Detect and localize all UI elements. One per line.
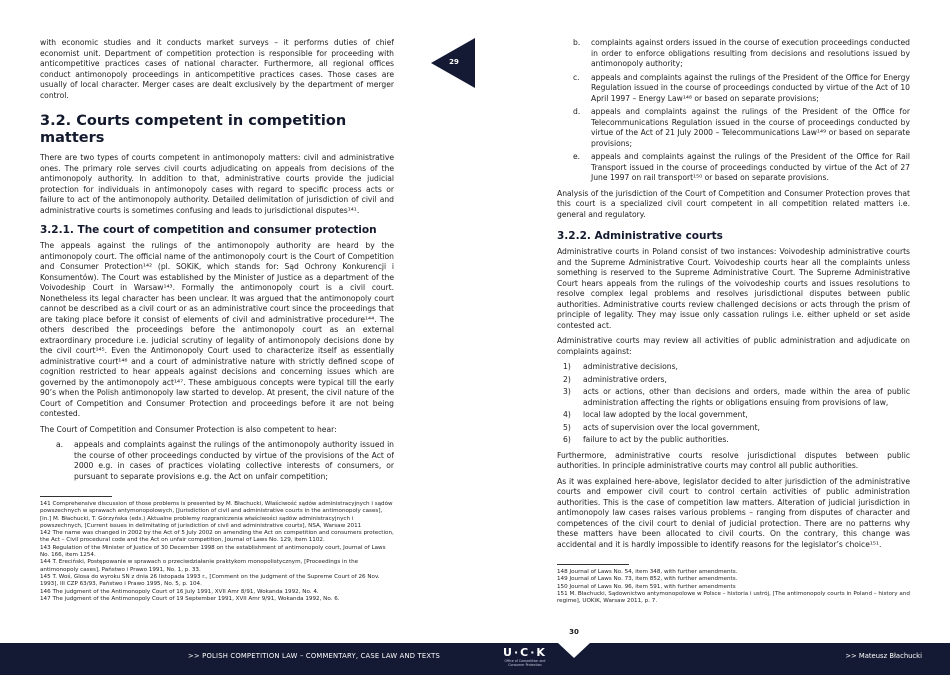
list-item xyxy=(557,435,910,446)
right-page xyxy=(557,38,910,681)
list-item-text: appeals and complaints against the rulings of the President of the Office for Rail Transport issued in the course of proceedings conducted by virtue of the Act of 27 June 1997 on rail transport¹⁵⁰ or based on separate provisions. xyxy=(591,152,910,182)
list-item-text: acts of supervision over the local government, xyxy=(583,422,760,432)
list-item xyxy=(557,375,910,386)
subsection-heading-3-2-2: 3.2.2. Administrative courts xyxy=(557,230,723,242)
footnote-149: 149 Journal of Laws No. 73, item 852, with further amendments. xyxy=(557,576,738,583)
list-marker: e. xyxy=(573,152,581,161)
footnote-144: 144 T. Ereciński, Postępowanie w sprawach o przeciwdziałanie praktykom monopolistycznym, [Proceedings in the antimonopoly cases], Państwo i Prawo 1991, No. 1, p. 33. xyxy=(40,559,359,573)
footnote-150: 150 Journal of Laws No. 96, item 591, with further amendments xyxy=(557,583,736,590)
list-item xyxy=(557,362,910,373)
footnote-145: 145 T. Woś, Glosa do wyroku SN z dnia 26 listopada 1993 r., [Comment on the judgment of the Supreme Court of 26 Nov. 1993], III CZP 63/93, Państwo i Prawo 1995, No. 5, p. 104. xyxy=(40,573,380,588)
footnote-143: 143 Regulation of the Minister of Justice of 30 December 1998 on the establishment of antimonopoly court, Journal of Laws No. 166, item 1254. xyxy=(40,544,386,559)
complaints-list xyxy=(557,362,910,446)
list-marker: c. xyxy=(573,72,580,82)
footer-bar xyxy=(0,643,950,675)
competence-list-right xyxy=(557,38,910,184)
page-number-right: 30 xyxy=(569,628,579,636)
list-item-text: appeals and complaints against the rulings of the President of the Office for Telecommunications Regulation issued in the course of proceedings conducted by virtue of the Act of 21 July 2000 – Telecommunications Law¹⁴⁹ or based on separate provisions; xyxy=(591,107,910,148)
list-item-text: appeals and complaints against the rulings of the antimonopoly authority issued in the course of other proceedings conducted by virtue of the provisions of the Act of 2000 e.g. in cases of practices violating collective interests of consumers, or pursuant to separate provisions e.g. the Act on unfair competition; xyxy=(74,440,394,481)
left-page xyxy=(40,38,394,681)
list-item-text: failure to act by the public authorities. xyxy=(583,435,729,444)
list-marker: a. xyxy=(56,440,64,449)
list-item xyxy=(557,152,910,184)
footnote-151: 151 M. Błachucki, Sądownictwo antymonopolowe w Polsce – historia i ustrój, [The antimonopoly courts in Poland – history and regime], UOKiK, Warsaw 2011, p. 7. xyxy=(557,590,910,605)
paragraph-legislator: As it was explained here-above, legislator decided to alter jurisdiction of the administrative courts and empower civil court to control certain activities of public administration authorities. This is the case of competition law matters. Alteration of judicial jurisdiction in antimonopoly law cases raises various problems – ranging from disputes of character and competences of the civil court to denial of judicial protection. There are no patterns why these matters have been allocated to civil courts. On the contrary, this change was accidental and it is hardly impossible to identify reasons for the legislator’s choice¹⁵¹. xyxy=(557,476,910,549)
list-item xyxy=(557,423,910,434)
list-item xyxy=(557,410,910,421)
footnote-146: 146 The judgment of the Antimonopoly Court of 16 July 1991, XVII Amr 8/91, Wokanda 1992, No. 4. xyxy=(40,588,319,595)
list-item-text: local law adopted by the local government, xyxy=(583,410,748,419)
paragraph-admin-courts: Administrative courts in Poland consist of two instances: Voivodeship administrative courts and the Supreme Administrative Court. Voivodeship courts hear all the complaints unless something is reserved to the Supreme Administrative Court. The Supreme Administrative Court hears appeals from the rulings of the voivodeship courts and issues resolutions to resolve complex legal problems and resolves jurisdictional disputes between public authorities. Administrative courts review challenged decisions or acts through the prism of principle of legality. They may issue only cassation rulings i.e. either upheld or set aside contested act. xyxy=(557,247,910,330)
paragraph-courts-types: There are two types of courts competent in antimonopoly matters: civil and administrative ones. The primary role serves civil courts adjudicating on appeals from decisions of the antimonopoly authority. In addition to that, administrative courts provide the judicial protection for individuals in antimonopoly cases with regard to specific process acts or failure to act of the antimonopoly authority. Detailed delimitation of jurisdiction of civil and administrative courts is sometimes confusing and leads to jurisdictional disputes¹⁴¹. xyxy=(40,153,394,215)
list-item-text: administrative decisions, xyxy=(583,362,678,371)
list-marker: b. xyxy=(573,38,581,47)
logo-mark: U·C·K xyxy=(503,646,547,659)
list-item-text: complaints against orders issued in the course of execution proceedings conducted in order to enforce obligations resulting from decisions and resolutions issued by antimonopoly authority; xyxy=(591,38,910,68)
list-item xyxy=(557,73,910,105)
uokik-logo xyxy=(500,646,550,667)
list-marker: 3) xyxy=(563,387,571,396)
page-number-left: 29 xyxy=(449,58,459,66)
logo-subtitle: Office of Competition and Consumer Protection xyxy=(504,659,546,667)
footnote-141: 141 Comprehensive discussion of those problems is presented by M. Błachucki, Właściwość sądów administracyjnych i sądów powszechnych w sprawach antymonopolowych, [Jurisdiction of civil and administrative courts in the antimonopoly cases], [in.] M. Błachucki, T. Górzyńska (eds.) Aktualne problemy rozgraniczenia właściwości sądów administracyjnych i powszechnych, [Current issues in delimitating of jurisdiction of civil and administrative courts], NSA, Warsaw 2011 xyxy=(40,501,393,529)
paragraph-jurisdictional-disputes: Furthermore, administrative courts resolve jurisdictional disputes between public authorities. In principle administrative courts may control all public authorities. xyxy=(557,450,910,470)
footer-book-title: >> POLISH COMPETITION LAW – COMMENTARY, CASE LAW AND TEXTS xyxy=(188,652,440,660)
paragraph-review-activities: Administrative courts may review all activities of public administration and adjudicate on complaints against: xyxy=(557,336,910,356)
footer-author: >> Mateusz Błachucki xyxy=(845,652,922,660)
section-heading-3-2: 3.2. Courts competent in competition matters xyxy=(40,113,347,146)
footnote-148: 148 Journal of Laws No. 54, item 348, with further amendments. xyxy=(557,569,738,575)
intro-paragraph: with economic studies and it conducts market surveys – it performs duties of chief economist unit. Department of competition protection is responsible for proceeding with anticompetitive practices cases of national character. Furthermore, all regional offices conduct antimonopoly proceedings in anticompetitive practices cases. Those cases are usually of local character. Merger cases are dealt exclusively by the department of merger control. xyxy=(40,38,394,100)
footnote-divider xyxy=(40,496,112,497)
list-marker: d. xyxy=(573,107,581,116)
footnote-142: 142 The name was changed in 2002 by the Act of 5 July 2002 on amending the Act on competition and consumers protection, the Act – Civil procedural code and the Act on unfair competition, Journal of Laws No. 129, item 1102. xyxy=(40,530,394,544)
paragraph-competent-to-hear: The Court of Competition and Consumer Protection is also competent to hear: xyxy=(40,424,337,434)
paragraph-analysis: Analysis of the jurisdiction of the Court of Competition and Consumer Protection proves that this court is a specialized civil court competent in all competition related matters i.e. general and regulatory. xyxy=(557,188,910,219)
list-item xyxy=(557,107,910,149)
competence-list-left xyxy=(40,440,394,482)
list-item-text: administrative orders, xyxy=(583,374,667,384)
list-item-text: acts or actions, other than decisions and orders, made within the area of public administration affecting the rights or obligations ensuing from provisions of law, xyxy=(583,387,910,407)
list-item xyxy=(40,440,394,482)
list-item xyxy=(557,387,910,408)
footnote-divider xyxy=(557,564,629,565)
list-marker: 5) xyxy=(563,422,571,432)
list-marker: 6) xyxy=(563,435,571,444)
footer-notch-triangle xyxy=(558,643,590,658)
paragraph-antimonopoly-court: The appeals against the rulings of the antimonopoly authority are heard by the antimonopoly court. The official name of the antimonopoly court is the Court of Competition and Consumer Protection¹⁴² (pl. SOKiK, which stands for: Sąd Ochrony Konkurencji i Konsumentów). The Court was established by the Minister of Justice as a department of the Voivodeship Court in Warsaw¹⁴³. Formally the antimonopoly court is a civil court. Nonetheless its legal character has been unclear. It was argued that the antimonopoly court cannot be described as a civil court or as an administrative court since the proceedings that are taking place before it consist of elements of civil and administrative procedure¹⁴⁴. The others described the proceedings before the antimonopoly court as an external extraordinary procedure i.e. judicial scrutiny of legality of antimonopoly decisions done by the civil court¹⁴⁵. Even the Antimonopoly Court used to characterize itself as essentially administrative court¹⁴⁶ and a court of administrative nature with strictly defined scope of cognition restricted to hear appeals against decisions and concerning issues which are governed by the antimonopoly act¹⁴⁷. These ambiguous concepts were typical till the early 90’s when the Polish antimonopoly law started to develop. At present, the civil nature of the Court of Competition and Consumer Protection and proceedings before it are not being contested. xyxy=(40,241,394,418)
list-item xyxy=(557,38,910,70)
subsection-heading-3-2-1: 3.2.1. The court of competition and consumer protection xyxy=(40,224,377,236)
list-marker: 4) xyxy=(563,410,571,419)
list-marker: 2) xyxy=(563,374,571,384)
list-item-text: appeals and complaints against the rulings of the President of the Office for Energy Regulation issued in the course of proceedings conducted by virtue of the Act of 10 April 1997 – Energy Law¹⁴⁸ or based on separate provisions; xyxy=(591,72,910,103)
footnote-147: 147 The judgment of the Antimonopoly Court of 19 September 1991, XVII Amr 9/91, Wokanda 1992, No. 6. xyxy=(40,595,340,602)
list-marker: 1) xyxy=(563,362,571,371)
